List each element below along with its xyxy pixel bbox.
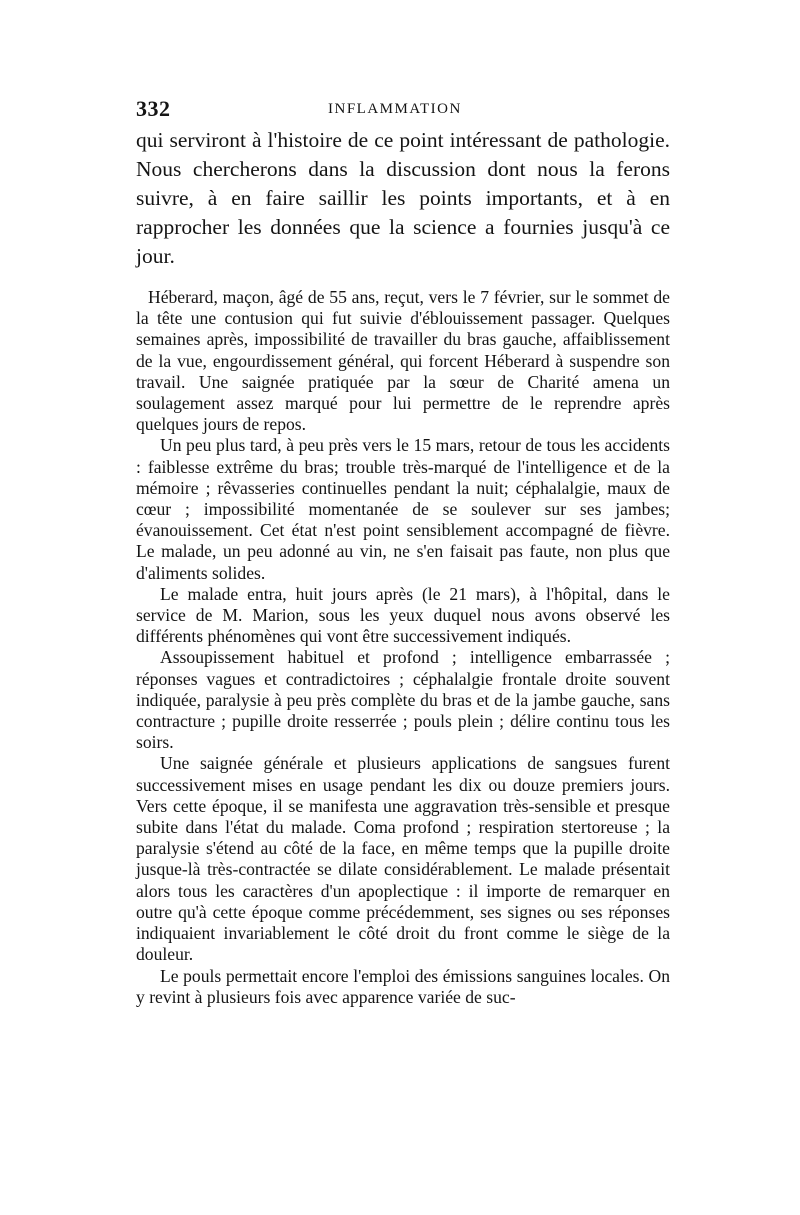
- page-header: [136, 96, 670, 126]
- intro-paragraph-block: [136, 126, 670, 271]
- page-number: 332: [136, 96, 171, 121]
- case-paragraph: Le malade entra, huit jours après (le 21 mars), à l'hôpital, dans le service de M. Marion, sous les yeux duquel nous avons observé les différents phénomènes qui vont être successivement indiqués.: [136, 583, 670, 647]
- case-paragraph: Un peu plus tard, à peu près vers le 15 mars, retour de tous les accidents : faiblesse extrême du bras; trouble très-marqué de l'intelligence et de la mémoire ; rêvasseries continuelles pendant la nuit; céphalalgie, maux de cœur ; impossibilité momentanée de se soulever sur ses jambes; évanouissement. Cet état n'est point sensiblement accompagné de fièvre. Le malade, un peu adonné au vin, ne s'en faisait pas faute, non plus que d'aliments solides.: [136, 435, 670, 583]
- running-title: INFLAMMATION: [328, 101, 462, 117]
- intro-paragraph: qui serviront à l'histoire de ce point intéressant de pathologie. Nous chercherons dans la discussion dont nous la ferons suivre, à en faire saillir les points importants, et à en rapprocher les données que la science a fournies jusqu'à ce jour.: [136, 128, 670, 268]
- case-paragraph: Assoupissement habituel et profond ; intelligence embarrassée ; réponses vagues et contradictoires ; céphalalgie frontale droite souvent indiquée, paralysie à peu près complète du bras et de la jambe gauche, sans contracture ; pupille droite resserrée ; pouls plein ; délire continu tous les soirs.: [136, 647, 670, 753]
- case-paragraph: Le pouls permettait encore l'emploi des émissions sanguines locales. On y revint à plusieurs fois avec apparence variée de suc-: [136, 965, 670, 1007]
- case-paragraph: Héberard, maçon, âgé de 55 ans, reçut, vers le 7 février, sur le sommet de la tête une contusion qui fut suivie d'éblouissement passager. Quelques semaines après, impossibilité de travailler du bras gauche, affaiblissement de la vue, engourdissement général, qui forcent Héberard à suspendre son travail. Une saignée pratiquée par la sœur de Charité amena un soulagement assez marqué pour lui permettre de le reprendre après quelques jours de repos.: [136, 287, 670, 435]
- case-report: [136, 287, 670, 1008]
- case-paragraph: Une saignée générale et plusieurs applications de sangsues furent successivement mises en usage pendant les dix ou douze premiers jours. Vers cette époque, il se manifesta une aggravation très-sensible et presque subite dans l'état du malade. Coma profond ; respiration stertoreuse ; la paralysie s'étend au côté de la face, en même temps que la pupille droite jusque-là très-contractée se dilate considérablement. Le malade présentait alors tous les caractères d'un apoplectique : il importe de remarquer en outre qu'à cette époque comme précédemment, ses signes ou ses réponses indiquaient invariablement le côté droit du front comme le siège de la douleur.: [136, 753, 670, 965]
